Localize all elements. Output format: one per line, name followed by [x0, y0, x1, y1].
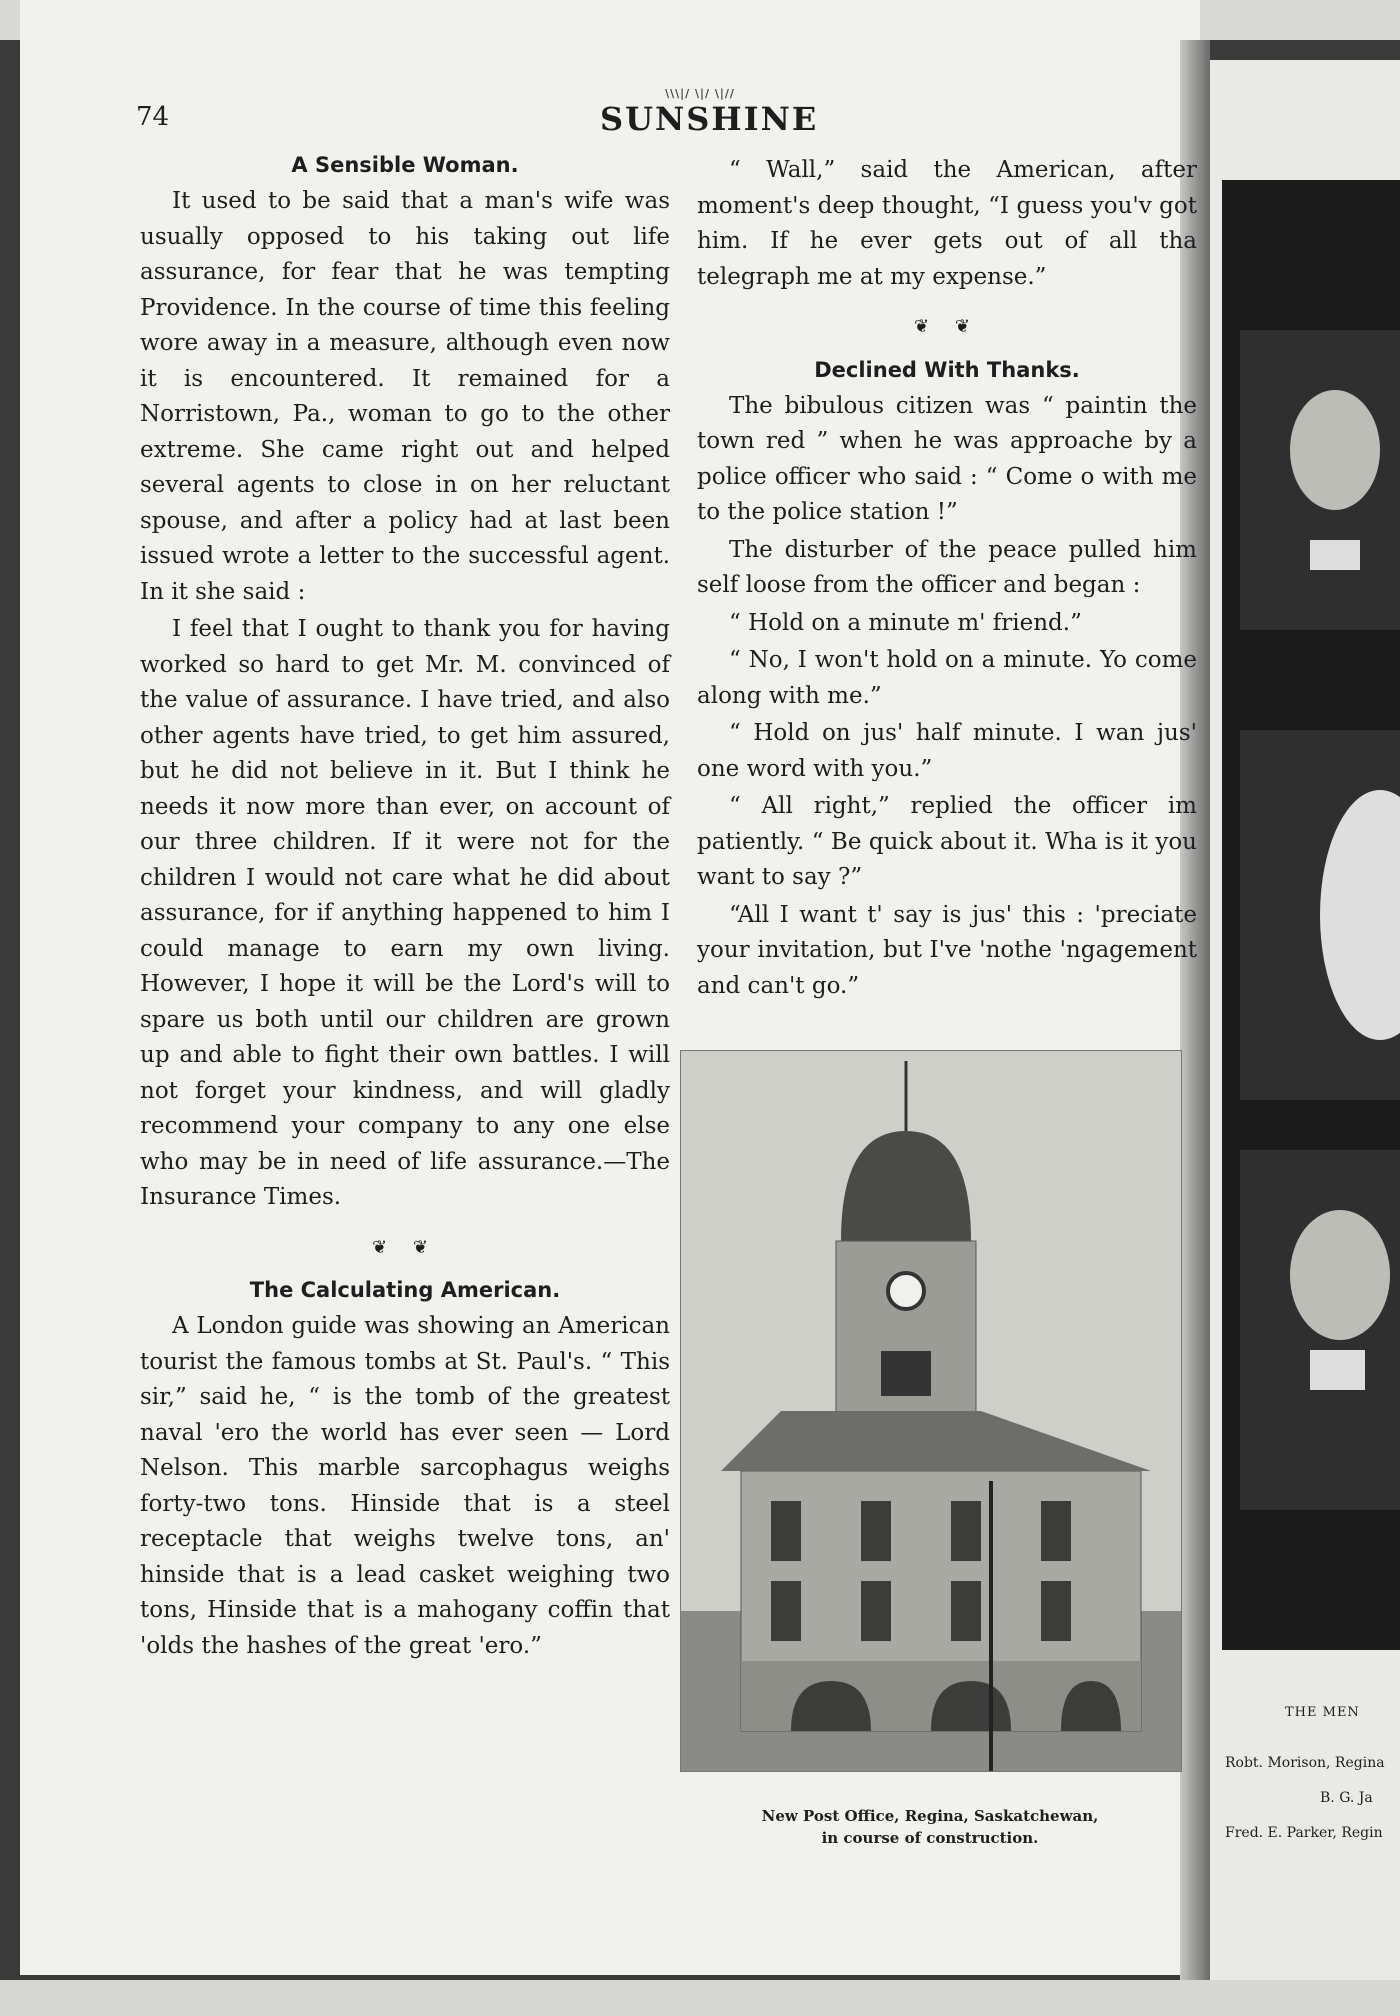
sun-rays-icon: \\\|/ \|/ \|// [665, 87, 735, 100]
article-paragraph: “ Hold on a minute m' friend.” [729, 609, 1082, 636]
masthead-title: SUNSHINE [600, 100, 819, 138]
page-number: 74 [136, 102, 170, 132]
portraits-caption-line: B. G. Ja [1320, 1790, 1373, 1806]
ornament-divider: ❦ ❦ [914, 316, 980, 337]
photo-caption-line: in course of construction. [821, 1829, 1039, 1847]
portraits-caption-line: Fred. E. Parker, Regin [1225, 1825, 1383, 1841]
portraits-caption-line: Robt. Morison, Regina [1225, 1755, 1385, 1771]
portraits-caption: THE MEN [1285, 1705, 1360, 1720]
article-paragraph: “All I want t' say is jus' this : 'preciate your invitation, but I've 'nothe 'ngagement and can't go.” [697, 901, 1197, 999]
scan-border-bottom [0, 1980, 1400, 2016]
left-column [140, 150, 670, 1664]
ornament-divider: ❦ ❦ [372, 1236, 438, 1258]
article-paragraph: It used to be said that a man's wife was usually opposed to his taking out life assurance, for fear that he was tempting Providence. In the course of time this feeling wore away in a measure, although even now it is encountered. It remained for a Norristown, Pa., woman to go to the other extreme. She came right out and helped several agents to close in on her reluctant spouse, and after a policy had at last been issued wrote a letter to the successful agent. In it she said : [140, 188, 670, 605]
portrait-photo [1240, 330, 1400, 630]
post-office-illustration [681, 1051, 1181, 1771]
article-paragraph: The bibulous citizen was “ paintin the town red ” when he was approache by a police officer who said : “ Come o with me to the police station !” [697, 392, 1197, 525]
article-continuation: “ Wall,” said the American, after moment's deep thought, “I guess you'v got him. If he ever gets out of all tha telegraph me at my expense.” [697, 157, 1197, 290]
article-paragraph: “ All right,” replied the officer im patiently. “ Be quick about it. Wha is it you want to say ?” [697, 793, 1197, 890]
photo-caption-line: New Post Office, Regina, Saskatchewan, [761, 1807, 1099, 1825]
article-paragraph: “ Hold on jus' half minute. I wan jus' one word with you.” [697, 720, 1197, 782]
portrait-photo [1240, 1150, 1400, 1510]
right-column [697, 153, 1197, 1004]
article-paragraph: A London guide was showing an American tourist the famous tombs at St. Paul's. “ This sir,” said he, “ is the tomb of the greatest naval 'ero the world has ever seen — Lord Nelson. This marble sarcophagus weighs forty-two tons. Hinside that is a steel receptacle that weighs twelve tons, an' hinside that is a lead casket weighing two tons, Hinside that is a mahogany coffin that 'olds the hashes of the great 'ero.” [140, 1313, 670, 1659]
portrait-photo [1240, 730, 1400, 1100]
article-paragraph: “ No, I won't hold on a minute. Yo come along with me.” [697, 647, 1197, 709]
masthead [600, 87, 819, 138]
article-title-sensible-woman: A Sensible Woman. [291, 153, 519, 177]
portrait-panel [1222, 180, 1400, 1650]
article-title-calculating-american: The Calculating American. [249, 1278, 561, 1302]
photo-caption [715, 1805, 1145, 1849]
article-paragraph: I feel that I ought to thank you for having worked so hard to get Mr. M. convinced of the value of assurance. I have tried, and also other agents have tried, to get him assured, but he did not believe in it. But I think he needs it now more than ever, on account of our three children. If it were not for the children I would not care what he did about assurance, for if anything happened to him I could manage to earn my own living. However, I hope it will be the Lord's will to spare us both until our children are grown up and able to fight their own battles. I will not forget your kindness, and will gladly recommend your company to any one else who may be in need of life assurance.—The Insurance Times. [140, 616, 670, 1210]
article-paragraph: The disturber of the peace pulled him self loose from the officer and began : [697, 536, 1197, 598]
post-office-photo [680, 1050, 1182, 1772]
article-title-declined-with-thanks: Declined With Thanks. [814, 357, 1080, 382]
